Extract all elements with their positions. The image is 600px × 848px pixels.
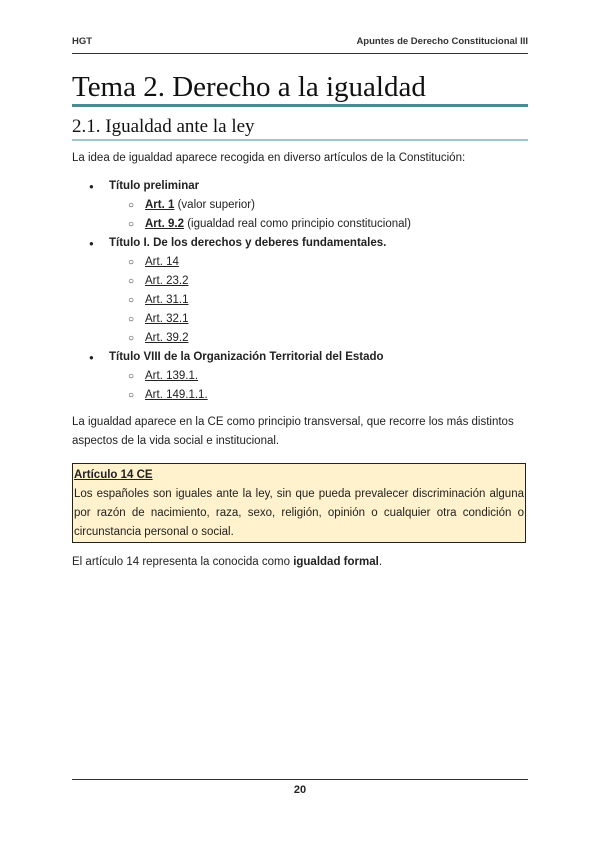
list-item-art-39-2 [109,329,528,348]
titulo-i-label: Título I. De los derechos y deberes fundamentales. [109,237,387,249]
list-item-art-32-1 [109,310,528,329]
art-32-1-link[interactable]: Art. 32.1 [145,313,189,325]
list-item-art-31-1 [109,291,528,310]
titulo-preliminar-sublist [109,196,528,234]
header-author: HGT [72,36,93,47]
conclusion-text-after: . [378,556,383,568]
list-item-titulo-preliminar [72,177,528,234]
titulo-i-sublist [109,253,528,348]
chapter-title-underline [72,104,528,107]
list-item-art-23-2 [109,272,528,291]
conclusion-paragraph [72,553,528,572]
section-title: 2.1. Igualdad ante la ley [72,116,255,137]
footer-divider [72,779,528,780]
art-14-link[interactable]: Art. 14 [145,256,179,268]
chapter-title: Tema 2. Derecho a la igualdad [72,71,426,103]
transversal-paragraph: La igualdad aparece en la CE como principio transversal, que recorre los más distintos aspectos de la vida social e institucional. [72,416,514,447]
header-course-title: Apuntes de Derecho Constitucional III [356,36,528,47]
list-item-art-1 [109,196,528,215]
list-item-titulo-i [72,234,528,348]
header-divider [72,53,528,54]
art-23-2-link[interactable]: Art. 23.2 [145,275,189,287]
quote-box-body: Los españoles son iguales ante la ley, sin que pueda prevalecer discriminación alguna por razón de nacimiento, raza, sexo, religión, opinión o cualquier otra condición o circunstancia personal o social. [74,488,524,538]
titulo-viii-label: Título VIII de la Organización Territorial del Estado [109,351,384,363]
list-item-art-149-1-1 [109,386,528,405]
list-item-art-14 [109,253,528,272]
art-39-2-link[interactable]: Art. 39.2 [145,332,189,344]
page-header [72,36,528,52]
section-title-underline [72,139,528,141]
list-item-art-139-1 [109,367,528,386]
list-item-titulo-viii [72,348,528,405]
art-1-link[interactable]: Art. 1 [145,199,175,211]
art-9-2-description: (igualdad real como principio constitucional) [184,218,411,230]
titulo-viii-sublist [109,367,528,405]
art-139-1-link[interactable]: Art. 139.1. [145,370,199,382]
quote-box-title: Artículo 14 CE [74,469,153,481]
conclusion-text-before: El artículo 14 representa la conocida como [72,556,294,568]
art-31-1-link[interactable]: Art. 31.1 [145,294,189,306]
page-number: 20 [293,784,307,796]
list-item-art-9-2 [109,215,528,234]
titulo-preliminar-label: Título preliminar [109,180,200,192]
intro-paragraph: La idea de igualdad aparece recogida en diverso artículos de la Constitución: [72,152,466,164]
art-9-2-link[interactable]: Art. 9.2 [145,218,184,230]
art-1-description: (valor superior) [174,199,255,211]
articles-list [72,177,528,405]
conclusion-emphasis: igualdad formal [293,556,379,568]
art-149-1-1-link[interactable]: Art. 149.1.1. [145,389,208,401]
article-14-quote-box [72,463,526,543]
